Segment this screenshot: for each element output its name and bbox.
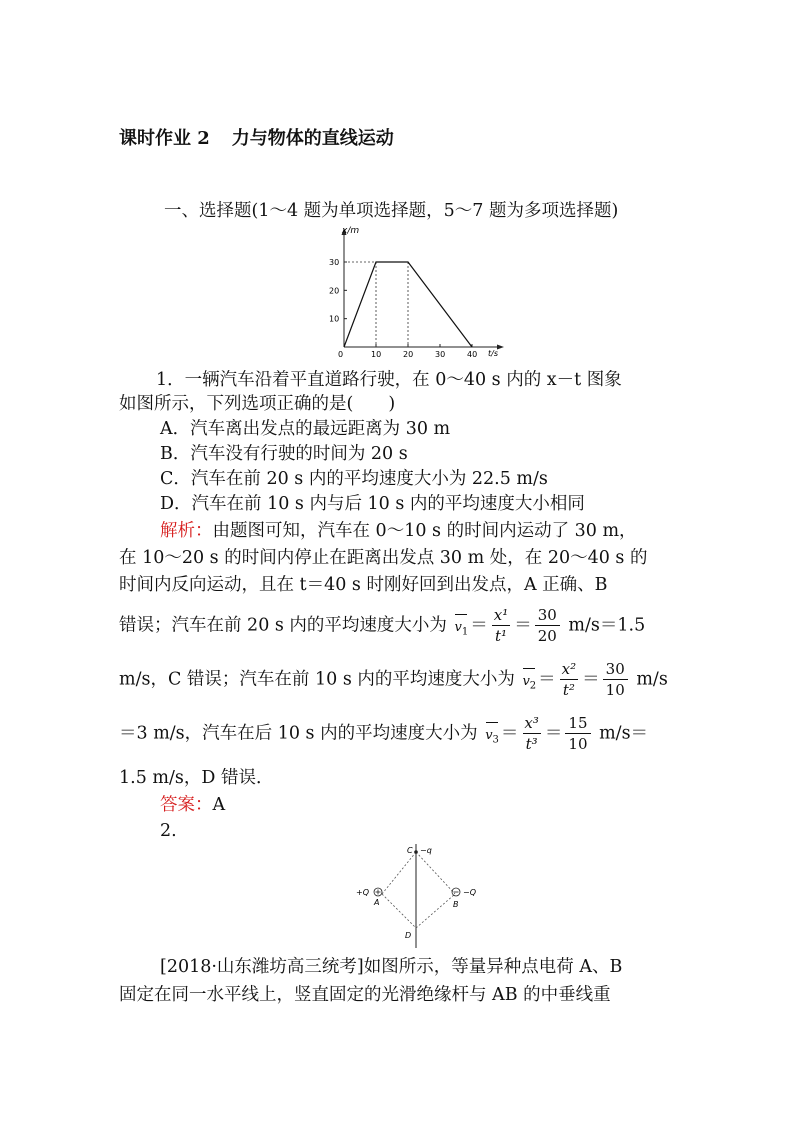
analysis-text-6a: ＝3 m/s，汽车在后 10 s 内的平均速度大小为 — [119, 723, 478, 744]
q1-stem-line1: 1．一辆汽车沿着平直道路行驶，在 0～40 s 内的 x－t 图象 — [156, 370, 622, 390]
fraction-30-10: $\frac{30}{10}$ — [603, 662, 628, 698]
y-tick-label: 30 — [329, 258, 340, 267]
line-ad — [382, 894, 416, 928]
x-tick-label: 10 — [371, 350, 382, 359]
q2-stem-line1: [2018·山东潍坊高三统考]如图所示，等量异种点电荷 A、B — [160, 957, 623, 977]
analysis-label: 解析： — [160, 521, 213, 541]
fraction-x2-t2: $\frac{\text{x²}}{\text{t²}}$ — [561, 660, 577, 699]
label-b: B — [453, 900, 459, 909]
q1-analysis-line7: 1.5 m/s，D 错误． — [119, 768, 274, 788]
page-title — [119, 124, 394, 150]
analysis-text-5a: m/s，C 错误；汽车在前 10 s 内的平均速度大小为 — [119, 669, 515, 690]
answer-label: 答案： — [160, 795, 213, 815]
line-cb — [416, 852, 455, 894]
q1-analysis-line2: 在 10～20 s 的时间内停止在距离出发点 30 m 处，在 20～40 s 的 — [119, 548, 648, 568]
label-plus-q: +Q — [356, 888, 369, 897]
answer-value: A — [212, 795, 226, 815]
y-axis-arrow — [342, 228, 347, 347]
ring-icon — [414, 850, 418, 854]
q1-option-c: C．汽车在前 20 s 内的平均速度大小为 22.5 m/s — [160, 469, 548, 489]
analysis-text-4b: m/s＝1.5 — [568, 615, 646, 636]
label-minus-q: −q — [420, 846, 432, 855]
q1-stem-line2: 如图所示，下列选项正确的是( ) — [119, 394, 396, 414]
y-axis-label: x/m — [342, 226, 360, 236]
q2-stem-line2: 固定在同一水平线上，竖直固定的光滑绝缘杆与 AB 的中垂线重 — [119, 985, 611, 1005]
x-tick-label: 40 — [467, 350, 478, 359]
q1-option-b: B．汽车没有行驶的时间为 20 s — [160, 444, 408, 464]
q1-option-d: D．汽车在前 10 s 内与后 10 s 内的平均速度大小相同 — [160, 494, 585, 514]
analysis-text-5b: m/s — [636, 669, 668, 690]
q1-analysis-line3: 时间内反向运动，且在 t＝40 s 时刚好回到出发点，A 正确、B — [119, 575, 608, 595]
y-tick-label: 20 — [329, 286, 340, 296]
x-axis-label: t/s — [488, 349, 498, 358]
analysis-text-6b: m/s＝ — [599, 723, 649, 744]
x-tick-label: 0 — [338, 350, 344, 359]
y-tick-label: 10 — [329, 314, 340, 324]
v-bar-2: $v_2$ — [522, 668, 536, 692]
fraction-x1-t1: $\frac{\text{x¹}}{\text{t¹}}$ — [493, 606, 509, 645]
line-db — [416, 894, 455, 928]
v-bar-3: $v_3$ — [485, 722, 499, 746]
charge-diagram — [345, 840, 485, 950]
q1-answer — [160, 793, 225, 817]
q1-analysis-line5: m/s，C 错误；汽车在前 10 s 内的平均速度大小为 $v_2$ ＝ $\frac{\text{x²}}{\text{t²}}$ ＝ $\frac{30}{10}$ m/s — [119, 660, 668, 699]
fraction-x3-t3: $\frac{\text{x³}}{\text{t³}}$ — [524, 714, 539, 753]
x-axis-arrow — [344, 345, 504, 350]
line-ac — [382, 852, 416, 894]
title-part1: 课时作业 2 — [119, 128, 210, 149]
analysis-text-4a: 错误；汽车在前 20 s 内的平均速度大小为 — [119, 615, 447, 636]
label-minus-q-right: −Q — [463, 888, 476, 897]
q1-option-a: A．汽车离出发点的最远距离为 30 m — [160, 419, 451, 439]
title-part2: 力与物体的直线运动 — [231, 128, 394, 149]
x-tick-label: 30 — [435, 350, 446, 359]
section-heading: 一、选择题(1～4 题为单项选择题，5～7 题为多项选择题) — [164, 201, 619, 221]
q1-analysis-line6: ＝3 m/s，汽车在后 10 s 内的平均速度大小为 $v_3$ ＝ $\frac{\text{x³}}{\text{t³}}$ ＝ $\frac{15}{10}$ m/s＝ — [119, 714, 649, 753]
fraction-15-10: $\frac{15}{10}$ — [565, 716, 590, 752]
xt-graph — [318, 222, 508, 362]
q2-number: 2. — [160, 821, 177, 841]
label-a: A — [374, 898, 380, 907]
label-d: D — [405, 931, 412, 940]
q1-analysis-line1 — [160, 519, 637, 543]
x-tick-label: 20 — [403, 350, 414, 359]
v-bar-1: $v_1$ — [455, 614, 469, 638]
label-c: C — [407, 846, 413, 855]
q1-analysis-line4: 错误；汽车在前 20 s 内的平均速度大小为 $v_1$ ＝ $\frac{\text{x¹}}{\text{t¹}}$ ＝ $\frac{30}{20}$ m/s＝1.5 — [119, 606, 646, 645]
analysis-text-1: 由题图可知，汽车在 0～10 s 的时间内运动了 30 m， — [212, 521, 637, 541]
fraction-30-20: $\frac{30}{20}$ — [535, 608, 560, 644]
